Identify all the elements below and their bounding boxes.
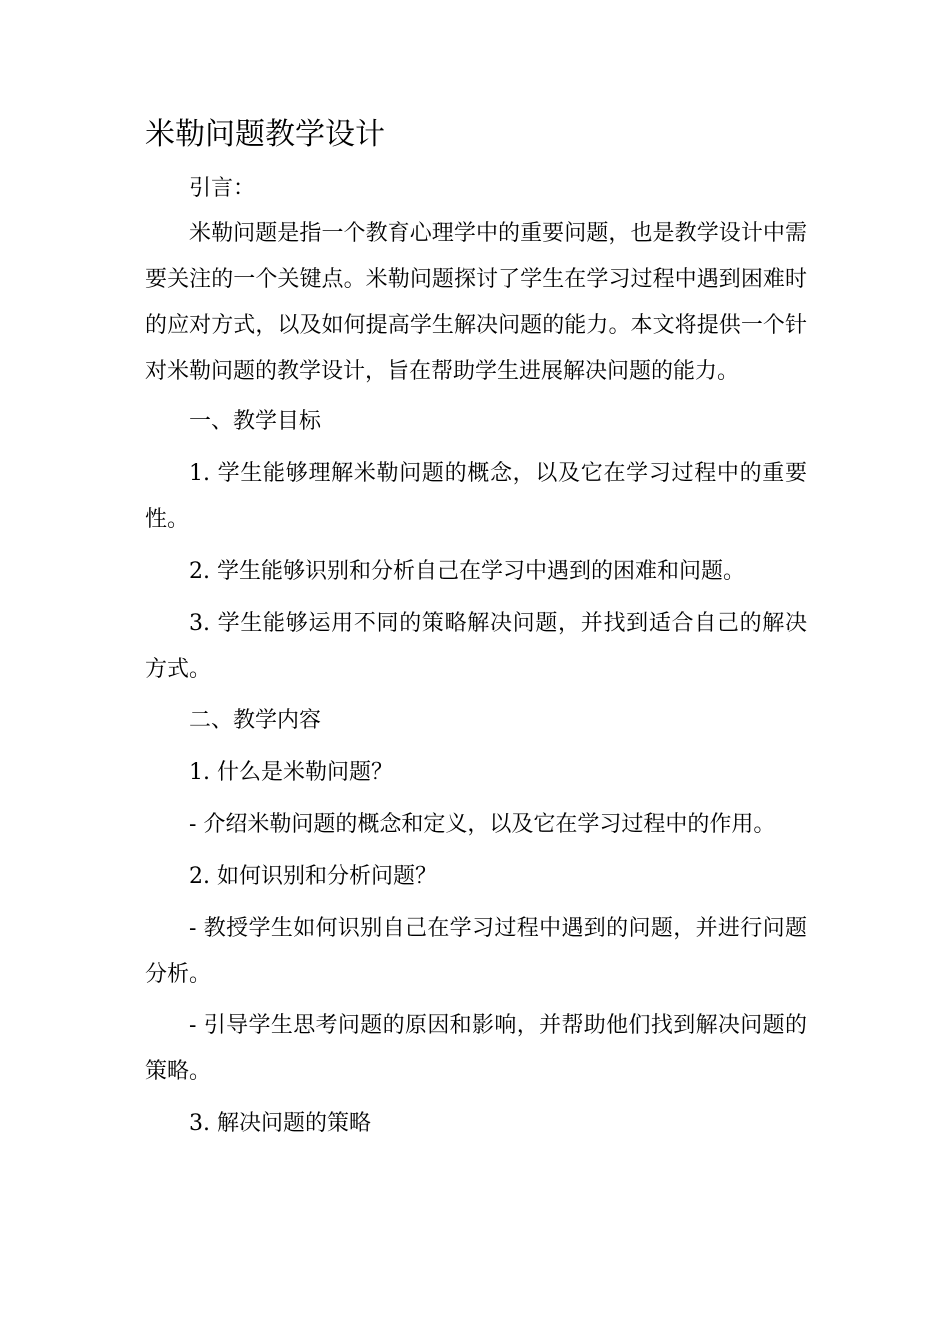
paragraph-goal-1: 1. 学生能够理解米勒问题的概念，以及它在学习过程中的重要性。: [145, 461, 807, 532]
paragraph-content-2: 2. 如何识别和分析问题？: [189, 864, 437, 889]
paragraph-goal-3: 3. 学生能够运用不同的策略解决问题，并找到适合自己的解决方式。: [145, 611, 807, 682]
paragraph-content-2-detail-1: - 教授学生如何识别自己在学习过程中遇到的问题，并进行问题分析。: [145, 916, 807, 987]
document-title: 米勒问题教学设计: [145, 117, 385, 152]
paragraph-content-2-detail-2: - 引导学生思考问题的原因和影响，并帮助他们找到解决问题的策略。: [145, 1013, 807, 1084]
section-heading-goals: 一、教学目标: [189, 409, 322, 434]
paragraph-content-1-detail: - 介绍米勒问题的概念和定义，以及它在学习过程中的作用。: [189, 812, 776, 837]
section-heading-content: 二、教学内容: [189, 708, 322, 733]
paragraph-content-3: 3. 解决问题的策略: [189, 1111, 371, 1136]
paragraph-content-1: 1. 什么是米勒问题？: [189, 760, 393, 785]
paragraph-intro: 米勒问题是指一个教育心理学中的重要问题，也是教学设计中需要关注的一个关键点。米勒问题探讨了学生在学习过程中遇到困难时的应对方式，以及如何提高学生解决问题的能力。本文将提供一个针对米勒问题的教学设计，旨在帮助学生进展解决问题的能力。: [145, 221, 807, 384]
paragraph-intro-heading: 引言：: [189, 176, 256, 201]
paragraph-goal-2: 2. 学生能够识别和分析自己在学习中遇到的困难和问题。: [189, 559, 745, 584]
